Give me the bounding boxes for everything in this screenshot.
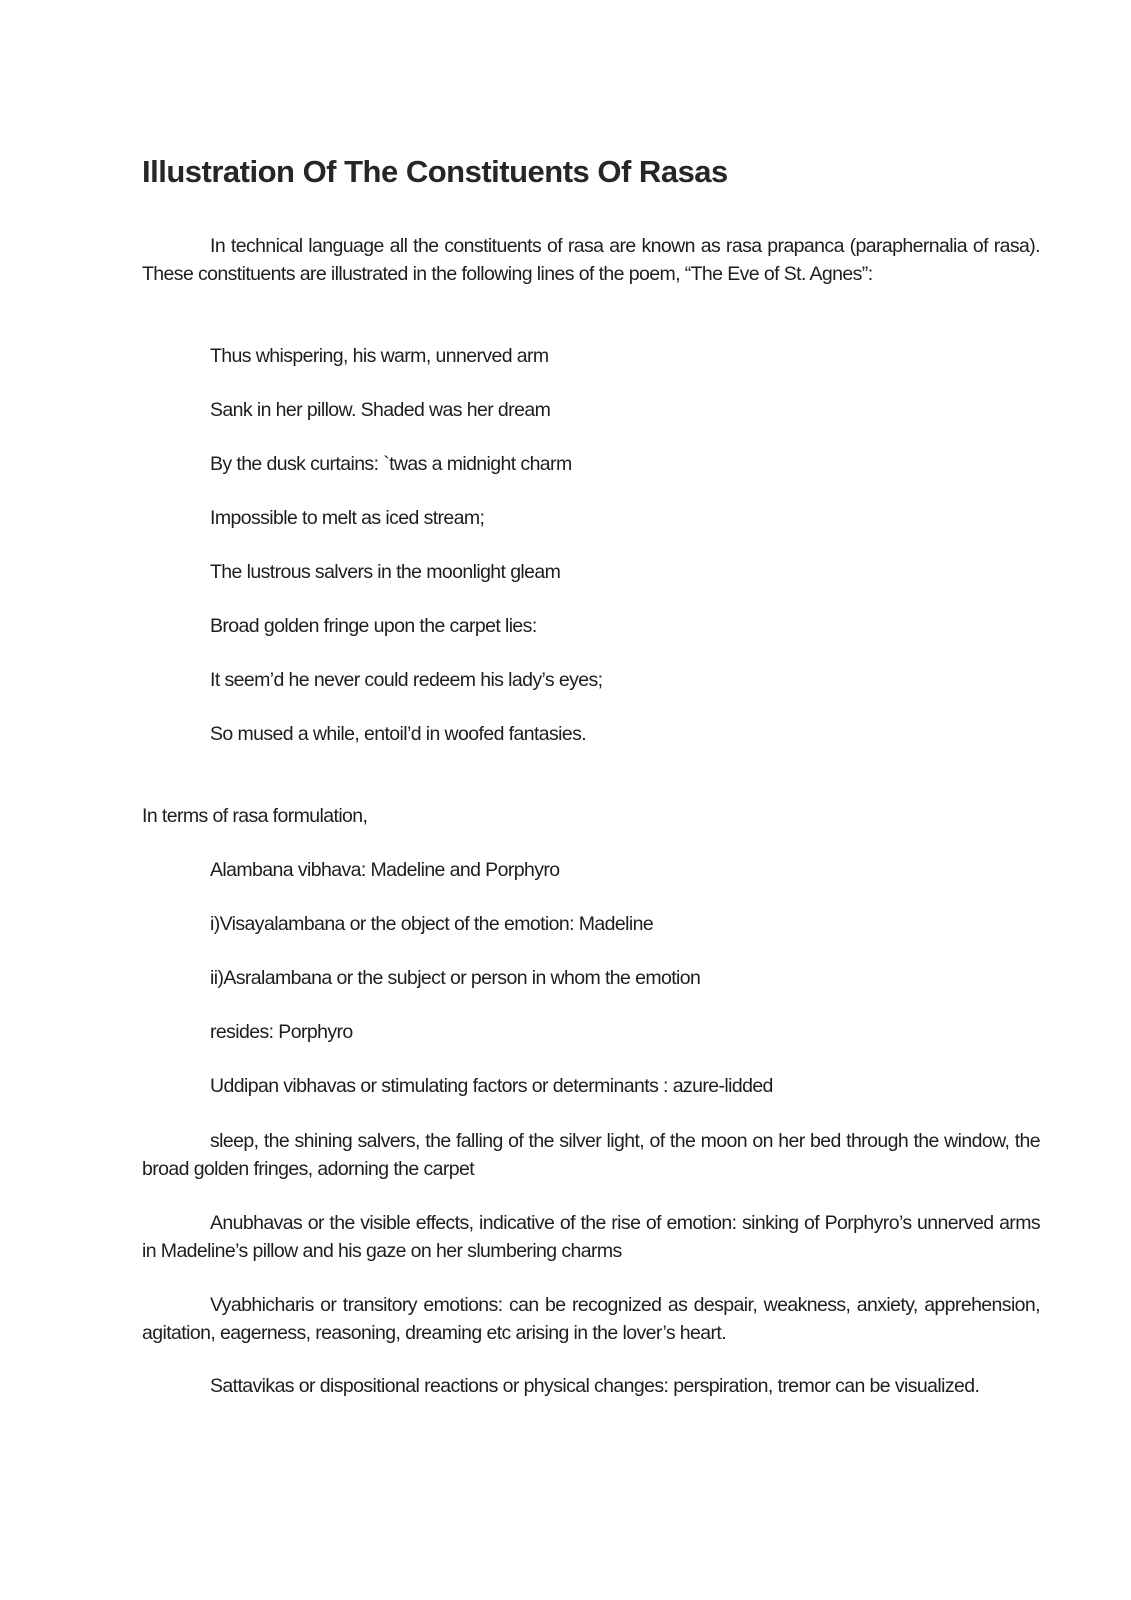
formulation-line: i)Visayalambana or the object of the emotion: Madeline	[210, 913, 654, 935]
intro-paragraph: In technical language all the constituents of rasa are known as rasa prapanca (paraphernalia of rasa). These constituents are illustrated in the following lines of the poem, “The Eve of St. Agnes”:	[142, 235, 1040, 285]
formulation-line: ii)Asralambana or the subject or person in whom the emotion	[210, 967, 701, 989]
body-paragraph: Sattavikas or dispositional reactions or physical changes: perspiration, tremor can be visualized.	[210, 1375, 980, 1397]
poem-line: The lustrous salvers in the moonlight gleam	[210, 561, 561, 583]
poem-line: Thus whispering, his warm, unnerved arm	[210, 345, 549, 367]
formulation-line: Uddipan vibhavas or stimulating factors or determinants : azure-lidded	[210, 1075, 773, 1097]
formulation-line: Alambana vibhava: Madeline and Porphyro	[210, 859, 560, 881]
formulation-heading: In terms of rasa formulation,	[142, 805, 368, 827]
poem-line: Impossible to melt as iced stream;	[210, 507, 485, 529]
page-title: Illustration Of The Constituents Of Rasas	[142, 154, 728, 189]
body-paragraph: Vyabhicharis or transitory emotions: can be recognized as despair, weakness, anxiety, apprehension, agitation, eagerness, reasoning, dreaming etc arising in the lover’s heart.	[142, 1294, 1040, 1344]
formulation-line: resides: Porphyro	[210, 1021, 353, 1043]
poem-line: Sank in her pillow. Shaded was her dream	[210, 399, 551, 421]
poem-line: It seem’d he never could redeem his lady’s eyes;	[210, 669, 603, 691]
poem-line: So mused a while, entoil’d in woofed fantasies.	[210, 723, 587, 745]
body-paragraph: Anubhavas or the visible effects, indicative of the rise of emotion: sinking of Porphyro’s unnerved arms in Madeline’s pillow and his gaze on her slumbering charms	[142, 1212, 1040, 1262]
body-paragraph: sleep, the shining salvers, the falling of the silver light, of the moon on her bed through the window, the broad golden fringes, adorning the carpet	[142, 1130, 1040, 1180]
poem-line: By the dusk curtains: `twas a midnight charm	[210, 453, 572, 475]
poem-line: Broad golden fringe upon the carpet lies:	[210, 615, 537, 637]
